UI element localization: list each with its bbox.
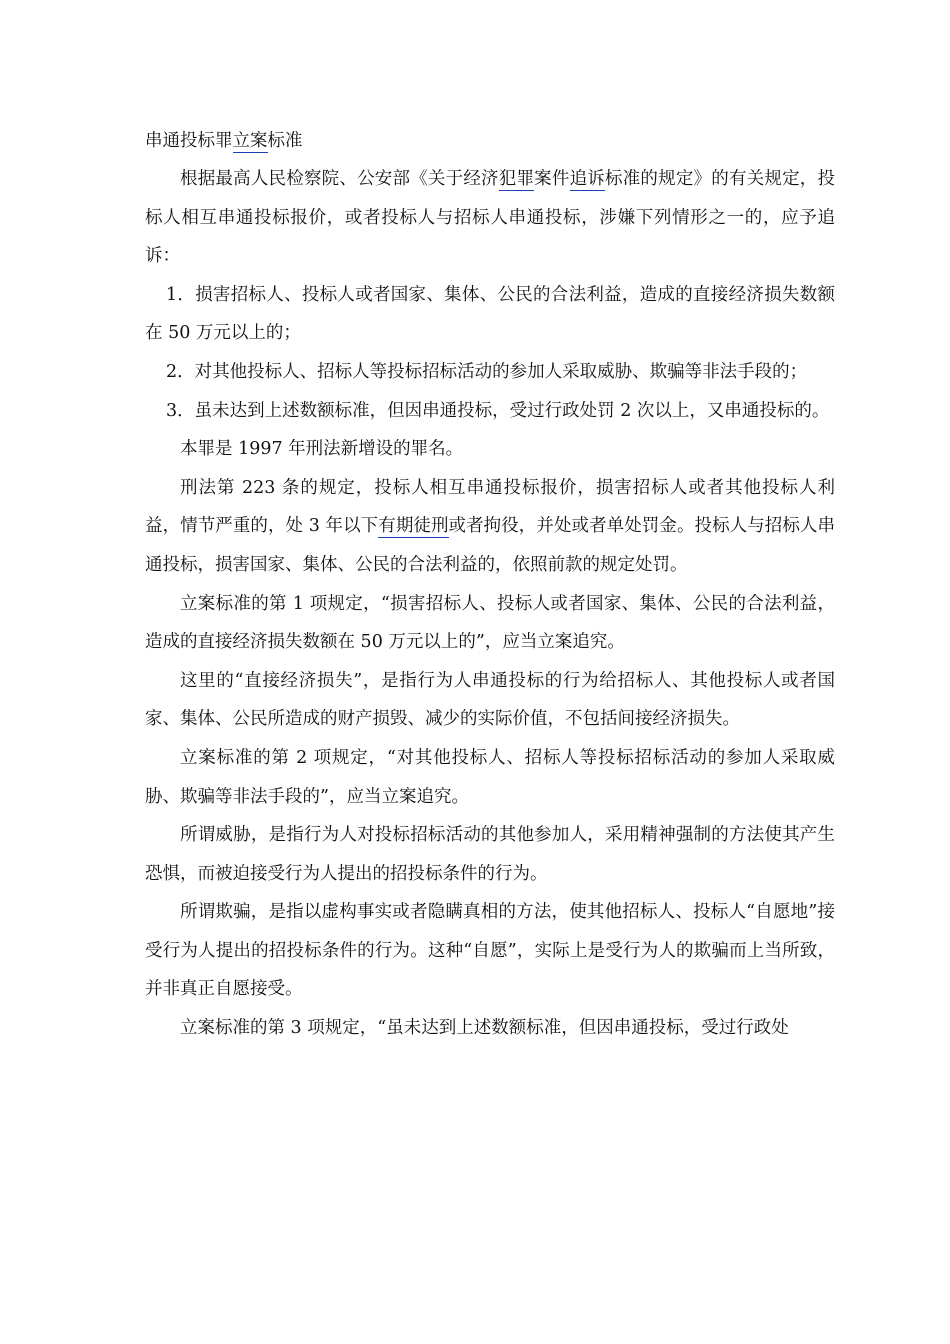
- paragraph-criminal-law: [145, 469, 835, 585]
- document-title: [145, 122, 835, 160]
- title-link[interactable]: 立案: [232, 131, 268, 151]
- paragraph-new-crime: 本罪是 1997 年刑法新增设的罪名。: [180, 439, 464, 460]
- paragraph-deception: 所谓欺骗，是指以虚构事实或者隐瞒真相的方法，使其他招标人、投标人“自愿地”接受行为人提出的招投标条件的行为。这种“自愿”，实际上是受行为人的欺骗而上当所致，并非真正自愿接受。: [145, 902, 835, 1000]
- paragraph-standard-3: 立案标准的第 3 项规定，“虽未达到上述数额标准，但因串通投标，受过行政处: [180, 1018, 789, 1039]
- law-text-b: 或者拘役，并处或者单处罚金。投标人与招标人串通投标，损害国家、集体、公民的合法利益的，依照前款的规定处罚。: [145, 516, 836, 575]
- intro-text-c: 标准的规定》的有关规定，投标人相互串通投标报价，或者投标人与招标人串通投标，涉嫌下列情形之一的，应予追诉：: [145, 169, 836, 267]
- title-text-post: 标准: [267, 131, 303, 151]
- intro-text-b: 案件: [534, 169, 570, 189]
- paragraph-standard-2: 立案标准的第 2 项规定，“对其他投标人、招标人等投标招标活动的参加人采取威胁、欺骗等非法手段的”，应当立案追究。: [145, 747, 835, 807]
- paragraph-direct-loss: 这里的“直接经济损失”，是指行为人串通投标的行为给招标人、其他投标人或者国家、集体、公民所造成的财产损毁、减少的实际价值，不包括间接经济损失。: [145, 670, 835, 730]
- link-imprisonment[interactable]: 有期徒刑: [378, 516, 449, 537]
- title-text-pre: 串通投标罪: [145, 131, 233, 151]
- law-text-a: 刑法第 223 条的规定，投标人相互串通投标报价，损害招标人或者其他投标人利益，情节严重的，处 3 年以下: [145, 477, 835, 537]
- document-body: [145, 122, 835, 1048]
- paragraph-threat: 所谓威胁，是指行为人对投标招标活动的其他参加人，采用精神强制的方法使其产生恐惧，而被迫接受行为人提出的招投标条件的行为。: [145, 825, 835, 884]
- intro-text-a: 根据最高人民检察院、公安部《关于经济: [180, 169, 499, 189]
- paragraph-intro: [145, 160, 835, 276]
- paragraph-standard-1: 立案标准的第 1 项规定，“损害招标人、投标人或者国家、集体、公民的合法利益，造成的直接经济损失数额在 50 万元以上的”，应当立案追究。: [145, 593, 835, 653]
- link-prosecution[interactable]: 追诉: [569, 169, 606, 189]
- list-item-3: 3．虽未达到上述数额标准，但因串通投标，受过行政处罚 2 次以上，又串通投标的。: [166, 400, 830, 421]
- link-crime[interactable]: 犯罪: [498, 169, 535, 189]
- list-item-2: 2．对其他投标人、招标人等投标招标活动的参加人采取威胁、欺骗等非法手段的；: [166, 361, 808, 382]
- list-item-1: 1．损害招标人、投标人或者国家、集体、公民的合法利益，造成的直接经济损失数额在 50 万元以上的；: [145, 284, 835, 344]
